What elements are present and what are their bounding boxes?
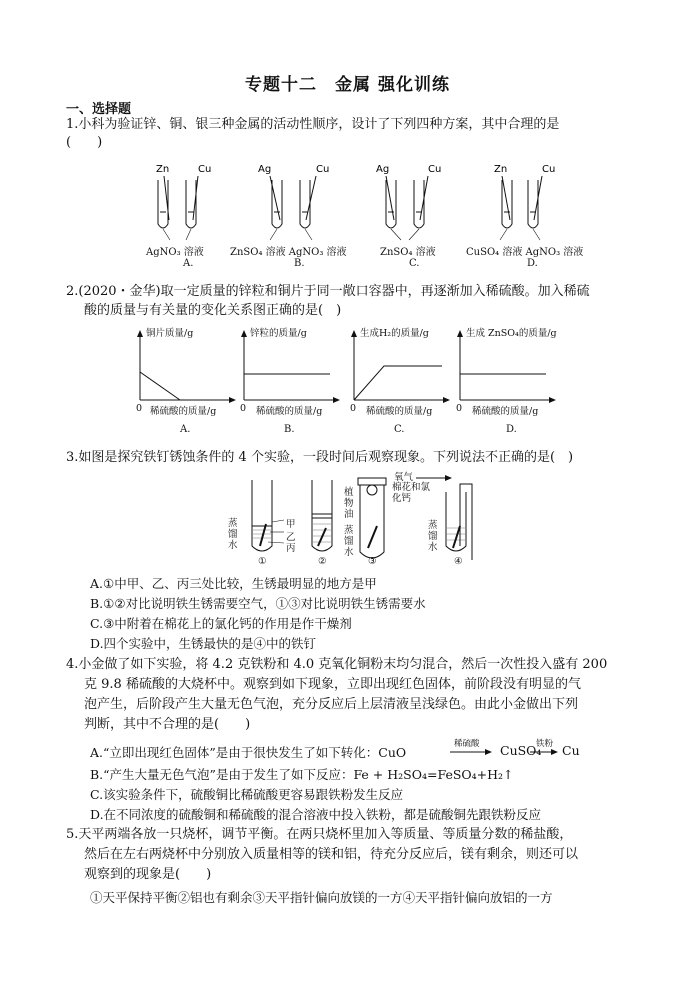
reaction-arrow-icon [450,748,494,756]
q1-letter-b: B. [294,258,305,269]
q3-option-b: B.①②对比说明铁生锈需要空气，①③对比说明铁生锈需要水 [90,596,426,611]
q2-stem-line2: 酸的质量与有关量的变化关系图正确的是( ) [84,303,342,318]
tube-1 [252,480,284,551]
tube-2 [312,480,332,551]
q5-choices: ①天平保持平衡②铝也有剩余③天平指针偏向放镁的一方④天平指针偏向放铝的一方 [90,890,553,905]
electrode-label: Cu [542,164,556,175]
q2-letter-d: D. [506,424,517,435]
q4-option-b: B.“产生大量无色气泡”是由于发生了如下反应：Fe + H₂SO₄=FeSO₄+H₂↑ [90,767,514,782]
q3-label-yi: 乙 [286,532,296,543]
electrode-label: Cu [198,164,212,175]
q2-xlabel-d: 稀硫酸的质量/g [472,406,539,417]
q2-ylabel-d: 生成 ZnSO₄的质量/g [466,328,557,339]
nail-icon [318,528,326,546]
q3-option-a: A.①中甲、乙、丙三处比较，生锈最明显的地方是甲 [90,576,377,591]
q4-option-c: C.该实验条件下，硫酸铜比稀硫酸更容易跟铁粉发生反应 [90,787,404,802]
q3-label-jia: 甲 [286,519,296,530]
page-title: 专题十二 金属 强化训练 [245,75,450,95]
q5-stem-line3: 观察到的现象是( ) [84,867,212,882]
q1-solution-c: ZnSO₄ 溶液 [380,247,436,258]
q1-setup-d [494,164,555,240]
q3-option-d: D.四个实验中，生锈最快的是④中的铁钉 [90,636,317,651]
electrode-label: Cu [316,164,330,175]
q3-label-oxygen: 氧气 [394,472,414,483]
q1-solution-a: AgNO₃ 溶液 [146,247,204,258]
q3-label-bing: 丙 [286,543,296,554]
q3-label-water-2: 蒸馏水 [344,525,354,558]
q4-arrow2-label: 铁粉 [536,739,554,749]
q1-solution-d: CuSO₄ 溶液 AgNO₃ 溶液 [466,247,584,258]
q2-xlabel-c: 稀硫酸的质量/g [366,406,433,417]
q4-option-d: D.在不同浓度的硫酸铜和稀硫酸的混合溶液中投入铁粉，都是硫酸铜先跟铁粉反应 [90,807,542,822]
q2-letter-b: B. [284,424,295,435]
q4-option-a-product: Cu [562,743,580,758]
nail-icon [453,526,460,548]
section-heading: 一、选择题 [66,102,132,117]
electrode-label: Zn [494,164,508,175]
q2-stem-line1: 2.(2020・金华)取一定质量的锌粒和铜片于同一敞口容器中，再逐渐加入稀硫酸。加入稀硫 [66,284,590,299]
q5-stem-line1: 5.天平两端各放一只烧杯，调节平衡。在两只烧杯里加入等质量、等质量分数的稀盐酸， [66,827,573,842]
q2-xlabel-b: 稀硫酸的质量/g [256,406,323,417]
q1-setup-a [156,164,211,240]
q1-stem-line2: ( ) [66,135,103,150]
q4-stem-line4: 判断，其中不合理的是( ) [84,717,251,732]
electrode-label: Cu [428,164,442,175]
electrode-label: Ag [258,164,272,175]
q3-num-3: ③ [368,556,377,567]
q3-stem: 3.如图是探究铁钉锈蚀条件的 4 个实验，一段时间后观察现象。下列说法不正确的是( ) [66,450,574,465]
graph-line [140,372,180,400]
q1-setup-c [376,164,441,240]
q4-stem-line2: 克 9.8 稀硫酸的大烧杯中。观察到如下现象，立即出现红色固体，前阶段没有明显的气 [84,677,581,692]
q2-letter-a: A. [180,424,191,435]
q3-label-water-4: 蒸馏水 [428,520,438,553]
q3-num-2: ② [318,556,327,567]
q3-label-oil: 植物油 [344,487,354,520]
q3-option-c: C.③中附着在棉花上的氯化钙的作用是作干燥剂 [90,616,352,631]
q4-stem-line3: 泡产生，后阶段产生大量无色气泡，充分反应后上层清液呈浅绿色。由此小金做出下列 [84,697,579,712]
q2-ylabel-a: 铜片质量/g [146,328,194,339]
q2-ylabel-b: 锌粒的质量/g [250,328,307,339]
graph-line [354,366,442,400]
q2-letter-c: C. [394,424,405,435]
q1-stem-line1: 1.小科为验证锌、铜、银三种金属的活动性顺序，设计了下列四种方案，其中合理的是 [66,117,560,132]
q2-origin-c: 0 [350,403,357,414]
q3-num-4: ④ [454,556,463,567]
q2-graph-c [351,330,450,403]
q1-setup-b [258,164,329,240]
q1-letter-c: C. [409,258,420,269]
q5-stem-line2: 然后在左右两烧杯中分别放入质量相等的镁和铝，待充分反应后，镁有剩余，则还可以 [84,847,579,862]
q2-graph-d [457,330,556,403]
q2-graph-a [137,330,236,403]
q2-xlabel-a: 稀硫酸的质量/g [150,406,217,417]
q1-solution-b: ZnSO₄ 溶液 AgNO₃ 溶液 [230,247,347,258]
electrode-label: Ag [376,164,390,175]
electrode-label: Zn [156,164,170,175]
q2-origin-b: 0 [240,403,247,414]
nail-icon [260,524,266,546]
q2-origin-a: 0 [136,403,143,414]
nail-icon [368,526,377,548]
q1-letter-d: D. [527,258,538,269]
q3-num-1: ① [258,556,267,567]
q4-stem-line1: 4.小金做了如下实验，将 4.2 克铁粉和 4.0 克氧化铜粉末均匀混合，然后一次性投入盛有 200 [66,657,608,672]
q2-graph-b [241,330,340,403]
q4-option-a: A.“立即出现红色固体”是由于很快发生了如下转化：CuO [90,745,407,760]
q1-letter-a: A. [183,258,194,269]
q3-label-cotton: 棉花和氯化钙 [392,482,431,504]
q3-label-water-1: 蒸馏水 [228,518,238,551]
tube-3 [358,478,386,558]
q4-option-a-intermediate: CuSO₄ [500,743,542,758]
q2-ylabel-c: 生成H₂的质量/g [360,328,429,339]
q2-origin-d: 0 [456,403,463,414]
reaction-arrow-icon [530,748,560,756]
q4-arrow1-label: 稀硫酸 [454,739,480,749]
